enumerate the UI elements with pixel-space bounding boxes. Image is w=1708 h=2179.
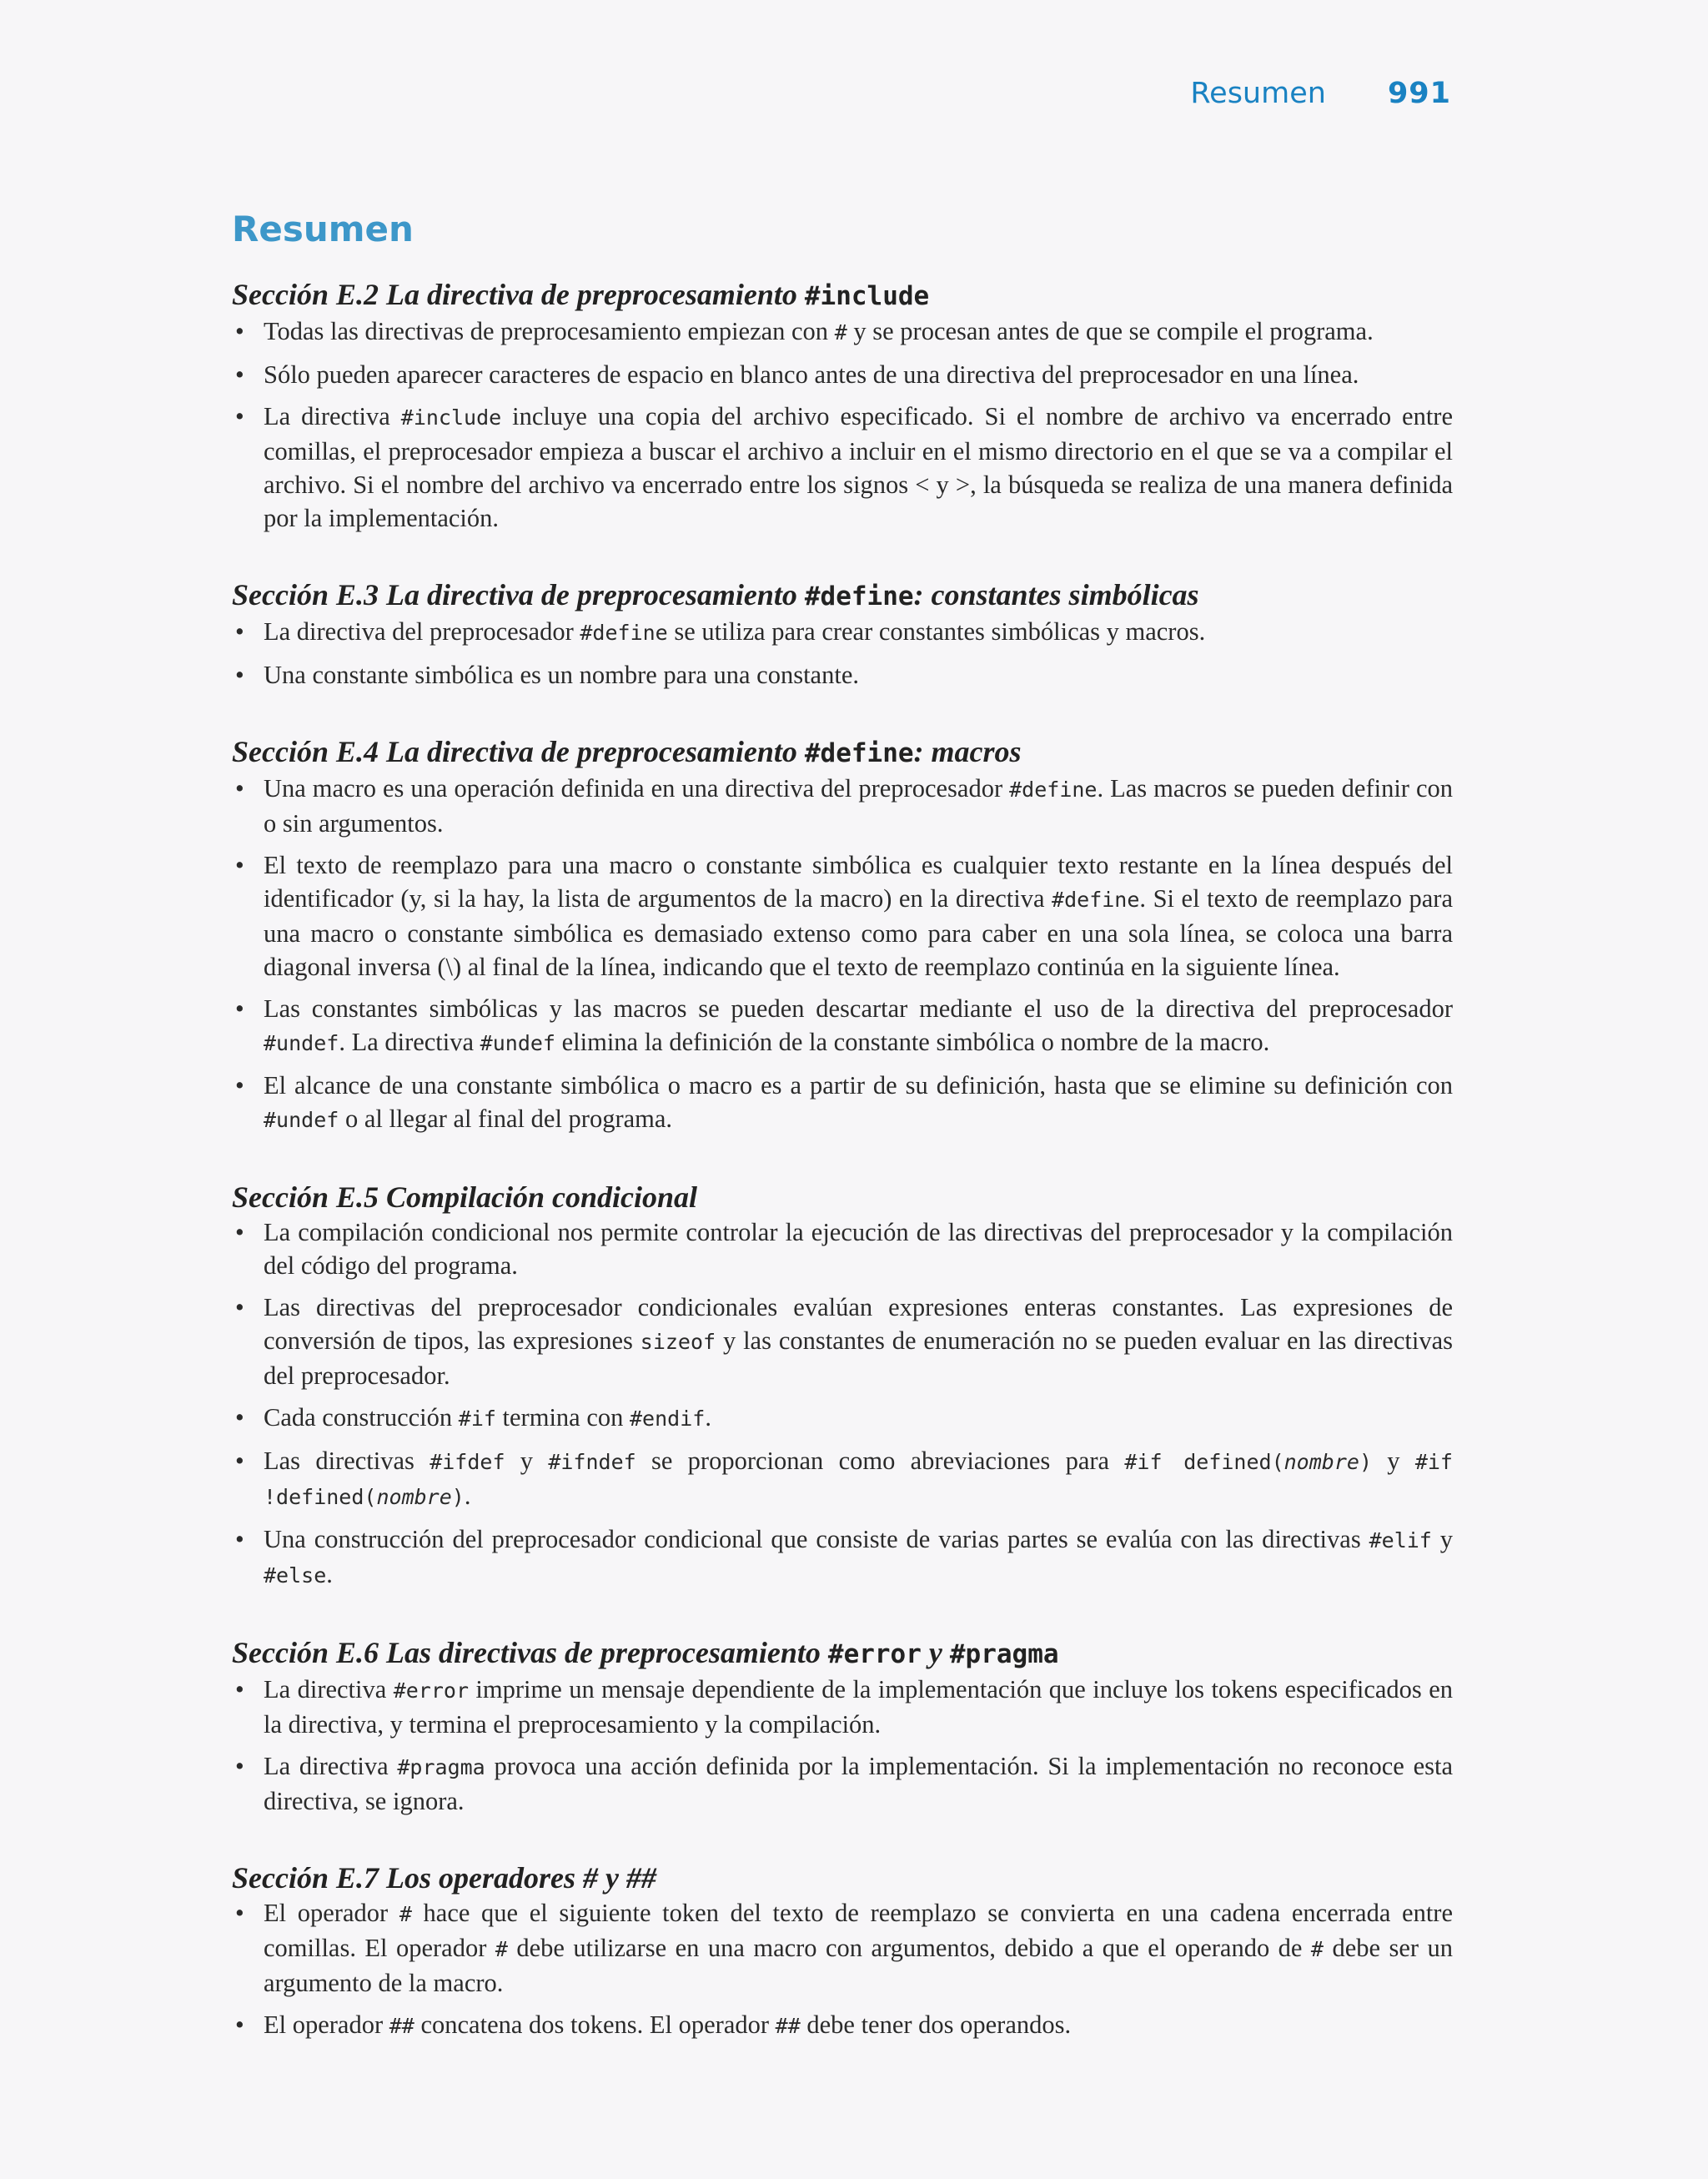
text-run: . [464, 1482, 471, 1510]
heading-code: #error [827, 1639, 922, 1669]
list-item [232, 615, 1453, 650]
bullet-list [232, 315, 1453, 535]
code-run: #undef [264, 1108, 339, 1132]
code-run: #undef [264, 1031, 339, 1055]
text-run: La compilación condicional nos permite controlar la ejecución de las directivas del preprocesador y la compilación del código del programa. [264, 1218, 1453, 1280]
section-e6 [232, 1634, 1453, 1818]
list-item [232, 1291, 1453, 1392]
code-run: #undef [480, 1031, 555, 1055]
code-italic-run: nombre [376, 1485, 452, 1509]
text-run: concatena dos tokens. El operador [414, 2010, 776, 2039]
heading-text: Sección E.7 Los operadores # y ## [232, 1861, 656, 1895]
text-run: Todas las directivas de preprocesamiento empiezan con [264, 317, 835, 345]
section-e4 [232, 733, 1453, 1137]
heading-text-tail: : macros [913, 735, 1022, 768]
running-header-title: Resumen [1190, 77, 1326, 110]
code-run: # [1310, 1937, 1324, 1961]
heading-text-mid: y [921, 1636, 950, 1669]
text-run: o al llegar al final del programa. [339, 1105, 673, 1133]
code-run: #ifdef [430, 1450, 505, 1474]
code-run: #define [1052, 888, 1140, 912]
heading-code: #define [804, 581, 914, 611]
code-run: # [834, 320, 847, 345]
code-run: #if defined( [1124, 1450, 1284, 1474]
list-item [232, 1215, 1453, 1282]
heading-code: #include [804, 281, 930, 311]
text-run: provoca una acción definida por la implementación. Si la implementación no reconoce esta directiva, se ignora. [264, 1752, 1454, 1815]
list-item [232, 1401, 1453, 1436]
code-run: #define [1009, 777, 1098, 802]
text-run: La directiva del preprocesador [264, 617, 580, 646]
list-item [232, 772, 1453, 840]
text-run: y [1372, 1447, 1415, 1475]
code-run: #ifndef [548, 1450, 636, 1474]
code-italic-run: nombre [1284, 1450, 1359, 1474]
heading-text: Sección E.4 La directiva de preprocesamiento [232, 735, 805, 768]
list-item [232, 1069, 1453, 1137]
text-run: . Las macros se pueden definir con o sin argumentos. [264, 774, 1453, 838]
section-e5 [232, 1179, 1453, 1593]
text-run: El operador [264, 2010, 389, 2039]
running-header [1190, 77, 1451, 110]
section-e3 [232, 576, 1453, 692]
text-run: Cada construcción [264, 1403, 459, 1432]
section-heading [232, 1859, 1453, 1896]
list-item [232, 1444, 1453, 1514]
code-run: sizeof [640, 1330, 716, 1354]
bullet-list [232, 772, 1453, 1137]
text-run: y [1431, 1525, 1454, 1553]
text-run: Las directivas del preprocesador condicionales evalúan expresiones enteras constantes. Las expresiones de conversión de tipos, las expresiones [264, 1293, 1453, 1355]
text-run: El operador [264, 1899, 399, 1927]
section-heading [232, 276, 1453, 315]
code-run: #pragma [397, 1755, 485, 1779]
list-item [232, 1896, 1453, 2000]
page-content [232, 204, 1453, 2085]
text-run: se utiliza para crear constantes simbólicas y macros. [667, 617, 1206, 646]
text-run: y las constantes de enumeración no se pueden evaluar en las directivas del preprocesador. [264, 1326, 1453, 1390]
list-item [232, 2008, 1453, 2043]
heading-text: Sección E.6 Las directivas de preprocesamiento [232, 1636, 828, 1669]
code-run: #error [393, 1678, 470, 1703]
code-run: #else [264, 1563, 327, 1588]
bullet-list [232, 615, 1453, 692]
list-item [232, 1749, 1453, 1818]
bullet-list [232, 1673, 1453, 1818]
text-run: Sólo pueden aparecer caracteres de espacio en blanco antes de una directiva del preprocesador en una línea. [264, 360, 1359, 389]
text-run: Una macro es una operación definida en una directiva del preprocesador [264, 774, 1010, 803]
page-number: 991 [1387, 77, 1451, 110]
list-item [232, 400, 1453, 535]
text-run: Una constante simbólica es un nombre para una constante. [264, 661, 859, 689]
section-heading [232, 576, 1453, 615]
text-run: incluye una copia del archivo especificado. Si el nombre de archivo va encerrado entre comillas, el preprocesador empieza a buscar el archivo a incluir en el mismo directorio en el que se va a compilar el archivo. Si el nombre del archivo va encerrado entre los signos < y >, la búsqueda se realiza de una manera definida por la implementación. [264, 402, 1453, 532]
text-run: hace que el siguiente token del texto de reemplazo se convierta en una cadena encerrada entre comillas. El operador [264, 1899, 1453, 1962]
text-run: El alcance de una constante simbólica o macro es a partir de su definición, hasta que se elimine su definición con [264, 1071, 1453, 1100]
bullet-list [232, 1896, 1453, 2043]
list-item [232, 315, 1453, 350]
text-run: y se procesan antes de que se compile el programa. [846, 317, 1374, 345]
section-heading [232, 1634, 1453, 1673]
code-run: #elif [1369, 1528, 1432, 1552]
text-run: Las constantes simbólicas y las macros se pueden descartar mediante el uso de la directiva del preprocesador [264, 994, 1453, 1023]
section-heading [232, 733, 1453, 772]
text-run: Las directivas [264, 1447, 430, 1475]
list-item [232, 992, 1453, 1060]
section-e7 [232, 1859, 1453, 2043]
code-run: #if !defined( [264, 1450, 1453, 1509]
text-run: termina con [495, 1403, 630, 1432]
code-run: #define [580, 621, 668, 645]
heading-code: #pragma [949, 1639, 1059, 1669]
code-run: # [495, 1937, 508, 1961]
text-run: imprime un mensaje dependiente de la implementación que incluye los tokens especificados en la directiva, y termina el preprocesamiento y la compilación. [264, 1675, 1453, 1739]
text-run: La directiva [264, 1675, 394, 1703]
text-run: La directiva [264, 402, 401, 430]
text-run: y [505, 1447, 549, 1475]
section-heading [232, 1179, 1453, 1215]
text-run: Una construcción del preprocesador condicional que consiste de varias partes se evalúa con las directivas [264, 1525, 1369, 1553]
heading-text-tail: : constantes simbólicas [913, 578, 1199, 611]
text-run: El texto de reemplazo para una macro o constante simbólica es cualquier texto restante en la línea después del identificador (y, si la hay, la lista de argumentos de la macro) en la directiva [264, 851, 1453, 913]
text-run: La directiva [264, 1752, 398, 1780]
list-item [232, 658, 1453, 692]
heading-text: Sección E.5 Compilación condicional [232, 1180, 698, 1214]
heading-code: #define [804, 738, 914, 768]
section-e2 [232, 276, 1453, 535]
text-run: debe utilizarse en una macro con argumentos, debido a que el operando de [507, 1934, 1311, 1962]
code-run: # [399, 1902, 412, 1926]
code-run: #include [400, 405, 502, 430]
heading-text: Sección E.3 La directiva de preprocesamiento [232, 578, 805, 611]
text-run: se proporcionan como abreviaciones para [635, 1447, 1125, 1475]
code-run: ) [451, 1485, 465, 1509]
text-run: . La directiva [339, 1028, 480, 1056]
code-run: ) [1359, 1450, 1372, 1474]
bullet-list [232, 1215, 1453, 1593]
page-title: Resumen [232, 209, 414, 249]
text-run: . [705, 1403, 711, 1432]
text-run: . Si el texto de reemplazo para una macro o constante simbólica es demasiado extenso como para caber en una sola línea, se coloca una barra diagonal inversa (\) al final de la línea, indicando que el texto de reemplazo continúa en la siguiente línea. [264, 884, 1453, 981]
list-item [232, 1522, 1453, 1593]
list-item [232, 848, 1453, 984]
text-run: debe tener dos operandos. [800, 2010, 1072, 2039]
heading-text: Sección E.2 La directiva de preprocesamiento [232, 278, 805, 311]
code-run: #endif [630, 1407, 706, 1431]
text-run: . [326, 1560, 333, 1588]
code-run: ## [389, 2014, 414, 2038]
code-run: #if [458, 1407, 496, 1431]
list-item [232, 358, 1453, 391]
code-run: ## [775, 2014, 801, 2038]
text-run: elimina la definición de la constante simbólica o nombre de la macro. [555, 1028, 1270, 1056]
text-run: debe ser un argumento de la macro. [264, 1934, 1453, 1997]
list-item [232, 1673, 1453, 1741]
